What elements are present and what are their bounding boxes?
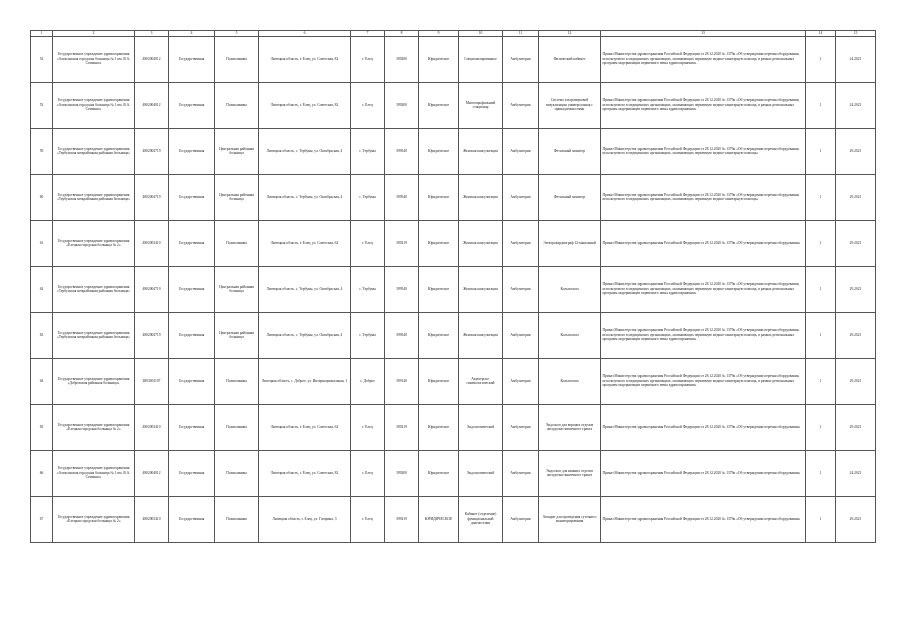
facility-type-cell: Поликлиника [215,36,259,82]
equipment-cell: Фетальный монитор [539,174,601,220]
inn-code-cell: 4802003410 [135,496,169,542]
legal-status-cell: Юридическое [419,220,459,266]
table-row [31,312,876,358]
inn-code-cell: 4803001107 [135,358,169,404]
address-cell: Липецкая область, г. Елец, ул. Советская, 62 [259,404,351,450]
equipment-cell: Фетальный монитор [539,128,601,174]
column-header: 3 [135,31,169,37]
ownership-form-cell: Государственная [169,358,215,404]
postal-code-cell: 399200 [385,82,419,128]
legal-status-cell: Юридическое [419,358,459,404]
regulation-document-cell: Приказ Министерства здравоохранения Российской Федерации от 28.12.2020 № 1379н «Об утверждении перечня оборудования, используемого в медицинских организациях, оказывающих первичную медико-санитарную помощь» [601,128,806,174]
department-cell: Женская консультация [459,174,503,220]
facility-type-cell: Поликлиника [215,82,259,128]
row-number-cell: 62 [31,266,53,312]
equipment-cell: Система ультразвуковой визуализации универсальная с принадлежностями [539,82,601,128]
inn-code-cell: 4802004719 [135,174,169,220]
address-cell: Липецкая область, г. Елец, ул. Советская, 62 [259,220,351,266]
quantity-cell: 1 [806,266,836,312]
column-header: 1 [31,31,53,37]
inn-code-cell: 4802004719 [135,266,169,312]
quantity-cell: 1 [806,36,836,82]
legal-status-cell: Юридическое [419,404,459,450]
table-row [31,36,876,82]
equipment-cell: Эндоскоп для верхних отделов желудочно-кишечного тракта [539,404,601,450]
row-number-cell: 52 [31,36,53,82]
table-row [31,82,876,128]
locality-cell: с. Тербуны [351,266,385,312]
ownership-form-cell: Государственная [169,450,215,496]
organization-name-cell: Государственное учреждение здравоохранения «Елецкая городская больница № 2» [53,496,135,542]
legal-status-cell: Юридическое [419,450,459,496]
table-row [31,266,876,312]
locality-cell: г. Елец [351,36,385,82]
equipment-cell: Аппарат для проведения суточного мониторирования [539,496,601,542]
inn-code-cell: 4802004719 [135,312,169,358]
care-type-cell: Амбулатория [503,312,539,358]
table-row [31,220,876,266]
facility-type-cell: Поликлиника [215,220,259,266]
address-cell: Липецкая область, с. Тербуны, ул. Октябрьская, 4 [259,174,351,220]
quantity-cell: 1 [806,220,836,266]
inn-code-cell: 4802003410 [135,404,169,450]
row-number-cell: 67 [31,496,53,542]
department-cell: Специализированное [459,36,503,82]
address-cell: Липецкая область, с. Тербуны, ул. Октябрьская, 4 [259,266,351,312]
postal-code-cell: 399140 [385,358,419,404]
inn-code-cell: 4802004012 [135,36,169,82]
equipment-cell: Электрокардиограф 12-канальный [539,220,601,266]
period-cell: 29.2021 [836,312,876,358]
address-cell: Липецкая область, г. Елец, ул. Гагарина, 3 [259,496,351,542]
organization-name-cell: Государственное учреждение здравоохранения «Тербунская межрайонная районная больница» [53,174,135,220]
regulation-document-cell: Приказ Министерства здравоохранения Российской Федерации от 28.12.2020 № 1379н «Об утверждении перечня оборудования, используемого в медицинских организациях, оказывающих первичную медико-санитарную помощь, в рамках региональных программ модернизации первичного звена здравоохранения» [601,358,806,404]
quantity-cell: 1 [806,82,836,128]
period-cell: 29.2021 [836,128,876,174]
quantity-cell: 1 [806,496,836,542]
column-header: 11 [503,31,539,37]
table-row [31,450,876,496]
table-row [31,404,876,450]
organization-name-cell: Государственное учреждение здравоохранения «Добровская районная больница» [53,358,135,404]
row-number-cell: 66 [31,450,53,496]
equipment-cell: Эндоскоп для нижних отделов желудочно-кишечного тракта [539,450,601,496]
care-type-cell: Амбулатория [503,128,539,174]
row-number-cell: 60 [31,174,53,220]
legal-status-cell: ЮРИДИЧЕСКОЕ [419,496,459,542]
legal-status-cell: Юридическое [419,82,459,128]
inn-code-cell: 4802004012 [135,450,169,496]
address-cell: Липецкая область, с. Тербуны, ул. Октябрьская, 4 [259,128,351,174]
department-cell: Женская консультация [459,266,503,312]
department-cell: Эндоскопический [459,404,503,450]
department-cell: Женская консультация [459,312,503,358]
period-cell: 24.2021 [836,36,876,82]
period-cell: 29.2021 [836,220,876,266]
quantity-cell: 1 [806,312,836,358]
facility-type-cell: Центральная районная больница [215,174,259,220]
department-cell: Кабинет (отделение) функциональной диагностики [459,496,503,542]
facility-type-cell: Центральная районная больница [215,266,259,312]
period-cell: 29.2021 [836,266,876,312]
department-cell: Эндоскопический [459,450,503,496]
regulation-document-cell: Приказ Министерства здравоохранения Российской Федерации от 28.12.2020 № 1379н «Об утверждении перечня оборудования, используемого в медицинских организациях, оказывающих первичную медико-санитарную помощь» [601,174,806,220]
address-cell: Липецкая область, г. Елец, ул. Советская, 82 [259,450,351,496]
locality-cell: с. Доброе [351,358,385,404]
quantity-cell: 1 [806,174,836,220]
ownership-form-cell: Государственная [169,82,215,128]
organization-name-cell: Государственное учреждение здравоохранения «Тербунская межрайонная районная больница» [53,312,135,358]
locality-cell: г. Елец [351,220,385,266]
postal-code-cell: 399219 [385,496,419,542]
postal-code-cell: 399540 [385,312,419,358]
organization-name-cell: Государственное учреждение здравоохранения «Тербунская межрайонная районная больница» [53,128,135,174]
table-row [31,174,876,220]
equipment-cell: Кольпоскоп [539,266,601,312]
locality-cell: г. Елец [351,404,385,450]
facility-type-cell: Поликлиника [215,404,259,450]
organization-name-cell: Государственное учреждение здравоохранения «Елецкая городская больница № 2» [53,220,135,266]
department-cell: Женская консультация [459,128,503,174]
care-type-cell: Амбулатория [503,82,539,128]
locality-cell: с. Тербуны [351,128,385,174]
column-header: 4 [169,31,215,37]
column-header: 6 [259,31,351,37]
organization-name-cell: Государственное учреждение здравоохранения «Алексинская городская больница № 1 им. В.А. Семашко» [53,82,135,128]
regulation-document-cell: Приказ Министерства здравоохранения Российской Федерации от 28.12.2020 № 1379н «Об утверждении перечня оборудования, используемого в медицинских организациях, оказывающих первичную медико-санитарную помощь, в рамках региональных программ модернизации первичного звена здравоохранения» [601,36,806,82]
ownership-form-cell: Государственная [169,266,215,312]
facility-type-cell: Центральная районная больница [215,128,259,174]
postal-code-cell: 399540 [385,128,419,174]
department-cell: Многопрофильный стационар [459,82,503,128]
registry-table [30,30,876,543]
facility-type-cell: Поликлиника [215,450,259,496]
organization-name-cell: Государственное учреждение здравоохранения «Алексинская городская больница № 1 им. В.А. Семашко» [53,450,135,496]
postal-code-cell: 399540 [385,266,419,312]
ownership-form-cell: Государственная [169,36,215,82]
postal-code-cell: 399219 [385,220,419,266]
facility-type-cell: Поликлиника [215,496,259,542]
locality-cell: г. Елец [351,450,385,496]
equipment-cell: Физический кабинет [539,36,601,82]
locality-cell: г. Елец [351,82,385,128]
quantity-cell: 1 [806,128,836,174]
address-cell: Липецкая область, с. Тербуны, ул. Октябрьская, 4 [259,312,351,358]
ownership-form-cell: Государственная [169,174,215,220]
ownership-form-cell: Государственная [169,404,215,450]
inn-code-cell: 4802004719 [135,128,169,174]
regulation-document-cell: Приказ Министерства здравоохранения Российской Федерации от 28.12.2020 № 1379н «Об утверждении перечня оборудования» [601,496,806,542]
care-type-cell: Амбулатория [503,220,539,266]
column-header: 9 [419,31,459,37]
table-row [31,128,876,174]
legal-status-cell: Юридическое [419,266,459,312]
column-header: 5 [215,31,259,37]
period-cell: 29.2021 [836,358,876,404]
row-number-cell: 65 [31,404,53,450]
care-type-cell: Амбулатория [503,174,539,220]
period-cell: 29.2021 [836,404,876,450]
row-number-cell: 59 [31,128,53,174]
ownership-form-cell: Государственная [169,496,215,542]
regulation-document-cell: Приказ Министерства здравоохранения Российской Федерации от 28.12.2020 № 1379н «Об утверждении перечня оборудования» [601,220,806,266]
locality-cell: с. Тербуны [351,312,385,358]
care-type-cell: Амбулатория [503,404,539,450]
column-header: 2 [53,31,135,37]
care-type-cell: Амбулатория [503,36,539,82]
organization-name-cell: Государственное учреждение здравоохранения «Тербунская межрайонная районная больница» [53,266,135,312]
table-row [31,358,876,404]
regulation-document-cell: Приказ Министерства здравоохранения Российской Федерации от 28.12.2020 № 1379н «Об утверждении перечня оборудования» [601,450,806,496]
inn-code-cell: 4802004012 [135,82,169,128]
equipment-cell: Кольпоскоп [539,358,601,404]
row-number-cell: 63 [31,312,53,358]
ownership-form-cell: Государственная [169,220,215,266]
locality-cell: с. Тербуны [351,174,385,220]
table-row [31,496,876,542]
facility-type-cell: Поликлиника [215,358,259,404]
quantity-cell: 1 [806,404,836,450]
row-number-cell: 61 [31,220,53,266]
document-page [30,30,875,543]
period-cell: 24.2021 [836,450,876,496]
address-cell: Липецкая область, с. Доброе, ул. Интернациональная, 1 [259,358,351,404]
column-header: 8 [385,31,419,37]
address-cell: Липецкая область, г. Елец, ул. Советская, 82 [259,82,351,128]
organization-name-cell: Государственное учреждение здравоохранения «Елецкая городская больница № 2» [53,404,135,450]
legal-status-cell: Юридическое [419,174,459,220]
legal-status-cell: Юридическое [419,128,459,174]
column-header: 12 [539,31,601,37]
ownership-form-cell: Государственная [169,312,215,358]
column-header: 15 [836,31,876,37]
quantity-cell: 1 [806,358,836,404]
quantity-cell: 1 [806,450,836,496]
department-cell: Женская консультация [459,220,503,266]
care-type-cell: Амбулатория [503,496,539,542]
regulation-document-cell: Приказ Министерства здравоохранения Российской Федерации от 28.12.2020 № 1379н «Об утверждении перечня оборудования, используемого в медицинских организациях, оказывающих первичную медико-санитарную помощь, в рамках региональных программ модернизации первичного звена здравоохранения» [601,312,806,358]
row-number-cell: 53 [31,82,53,128]
postal-code-cell: 399200 [385,36,419,82]
period-cell: 24.2021 [836,82,876,128]
care-type-cell: Амбулатория [503,266,539,312]
regulation-document-cell: Приказ Министерства здравоохранения Российской Федерации от 28.12.2020 № 1379н «Об утверждении перечня оборудования, используемого в медицинских организациях, оказывающих первичную медико-санитарную помощь, в рамках региональных программ модернизации первичного звена здравоохранения» [601,82,806,128]
care-type-cell: Амбулатория [503,358,539,404]
postal-code-cell: 399200 [385,450,419,496]
care-type-cell: Амбулатория [503,450,539,496]
organization-name-cell: Государственное учреждение здравоохранения «Алексинская городская больница № 1 им. В.А. Семашко» [53,36,135,82]
regulation-document-cell: Приказ Министерства здравоохранения Российской Федерации от 28.12.2020 № 1379н «Об утверждении перечня оборудования» [601,404,806,450]
facility-type-cell: Центральная районная больница [215,312,259,358]
ownership-form-cell: Государственная [169,128,215,174]
address-cell: Липецкая область, г. Елец, ул. Советская, 82 [259,36,351,82]
period-cell: 29.2021 [836,496,876,542]
legal-status-cell: Юридическое [419,312,459,358]
column-header: 10 [459,31,503,37]
postal-code-cell: 399219 [385,404,419,450]
locality-cell: г. Елец [351,496,385,542]
column-header: 7 [351,31,385,37]
column-header: 13 [601,31,806,37]
column-header: 14 [806,31,836,37]
inn-code-cell: 4802003410 [135,220,169,266]
equipment-cell: Кольпоскоп [539,312,601,358]
department-cell: Акушерско-гинекологический [459,358,503,404]
regulation-document-cell: Приказ Министерства здравоохранения Российской Федерации от 28.12.2020 № 1379н «Об утверждении перечня оборудования, используемого в медицинских организациях, оказывающих первичную медико-санитарную помощь, в рамках региональных программ модернизации первичного звена здравоохранения» [601,266,806,312]
postal-code-cell: 399540 [385,174,419,220]
legal-status-cell: Юридическое [419,36,459,82]
period-cell: 29.2021 [836,174,876,220]
row-number-cell: 64 [31,358,53,404]
